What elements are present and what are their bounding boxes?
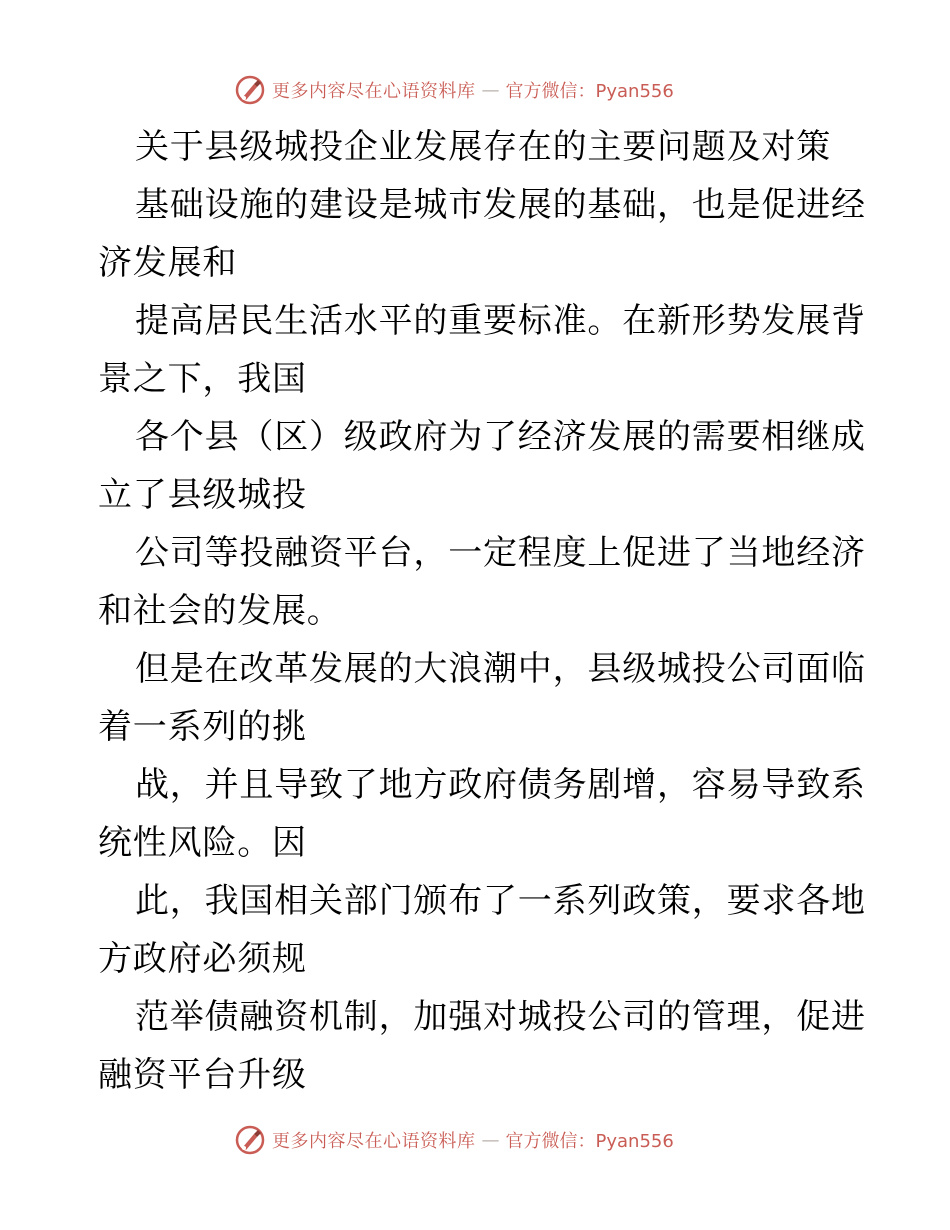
paragraph-line: 各个县（区）级政府为了经济发展的需要相继成 <box>135 417 866 457</box>
watermark-wechat: 官方微信：Pyan556 <box>505 81 674 102</box>
header-watermark <box>234 73 674 107</box>
paragraph-line: 提高居民生活水平的重要标准。在新形势发展背 <box>135 301 866 341</box>
pen-logo-icon <box>234 1124 266 1156</box>
footer-watermark <box>234 1123 674 1157</box>
watermark-separator: — <box>481 1129 500 1151</box>
paragraph-line: 济发展和 <box>98 243 238 283</box>
pen-logo-icon <box>234 74 266 106</box>
document-body <box>98 118 866 1104</box>
document-title: 关于县级城投企业发展存在的主要问题及对策 <box>135 127 831 167</box>
watermark-wechat: 官方微信：Pyan556 <box>505 1131 674 1152</box>
paragraph-line: 和社会的发展。 <box>98 591 342 631</box>
watermark-text: 更多内容尽在心语资料库 <box>272 81 476 102</box>
paragraph-line: 方政府必须规 <box>98 939 307 979</box>
paragraph-line: 范举债融资机制，加强对城投公司的管理，促进 <box>135 997 866 1037</box>
paragraph-line: 统性风险。因 <box>98 823 307 863</box>
paragraph-line: 基础设施的建设是城市发展的基础，也是促进经 <box>135 185 866 225</box>
paragraph-line: 但是在改革发展的大浪潮中，县级城投公司面临 <box>135 649 866 689</box>
paragraph-line: 公司等投融资平台，一定程度上促进了当地经济 <box>135 533 866 573</box>
paragraph-line: 战，并且导致了地方政府债务剧增，容易导致系 <box>135 765 866 805</box>
watermark-text: 更多内容尽在心语资料库 <box>272 1131 476 1152</box>
watermark-separator: — <box>481 79 500 101</box>
paragraph-line: 立了县级城投 <box>98 475 307 515</box>
paragraph-line: 融资平台升级 <box>98 1055 307 1095</box>
paragraph-line: 景之下，我国 <box>98 359 307 399</box>
paragraph-line: 着一系列的挑 <box>98 707 307 747</box>
paragraph-line: 此，我国相关部门颁布了一系列政策，要求各地 <box>135 881 866 921</box>
